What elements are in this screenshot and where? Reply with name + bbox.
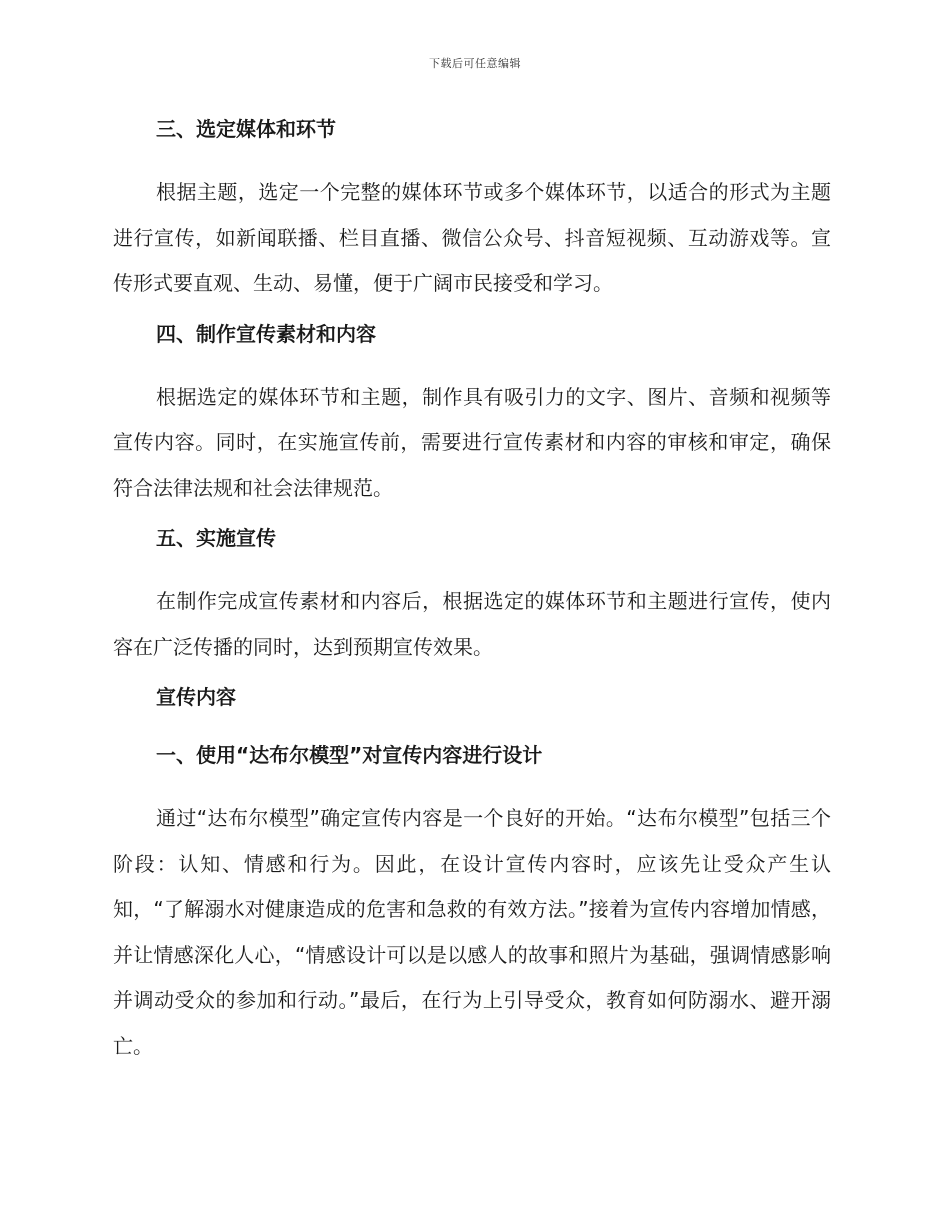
header-note: 下载后可任意编辑	[429, 57, 521, 70]
section-heading-media: 三、选定媒体和环节	[156, 117, 336, 141]
paragraph-implement: 在制作完成宣传素材和内容后，根据选定的媒体环节和主题进行宣传，使内容在广泛传播的同时，达到预期宣传效果。	[113, 589, 831, 659]
section-heading-model: 一、使用“达布尔模型”对宣传内容进行设计	[156, 743, 543, 767]
section-heading-implement: 五、实施宣传	[156, 526, 276, 550]
section-heading-content: 宣传内容	[156, 685, 236, 709]
section-heading-materials: 四、制作宣传素材和内容	[156, 321, 376, 346]
paragraph-materials: 根据选定的媒体环节和主题，制作具有吸引力的文字、图片、音频和视频等宣传内容。同时，在实施宣传前，需要进行宣传素材和内容的审核和审定，确保符合法律法规和社会法律规范。	[113, 384, 831, 500]
paragraph-media: 根据主题，选定一个完整的媒体环节或多个媒体环节，以适合的形式为主题进行宣传，如新闻联播、栏目直播、微信公众号、抖音短视频、互动游戏等。宣传形式要直观、生动、易懂，便于广阔市民接受和学习。	[113, 180, 831, 295]
paragraph-model: 通过“达布尔模型”确定宣传内容是一个良好的开始。“达布尔模型”包括三个阶段：认知、情感和行为。因此，在设计宣传内容时，应该先让受众产生认知，“了解溺水对健康造成的危害和急救的有效方法。”接着为宣传内容增加情感，并让情感深化人心，“情感设计可以是以感人的故事和照片为基础，强调情感影响并调动受众的参加和行动。”最后，在行为上引导受众，教育如何防溺水、避开溺亡。	[113, 806, 831, 1058]
document-body	[113, 112, 831, 1079]
